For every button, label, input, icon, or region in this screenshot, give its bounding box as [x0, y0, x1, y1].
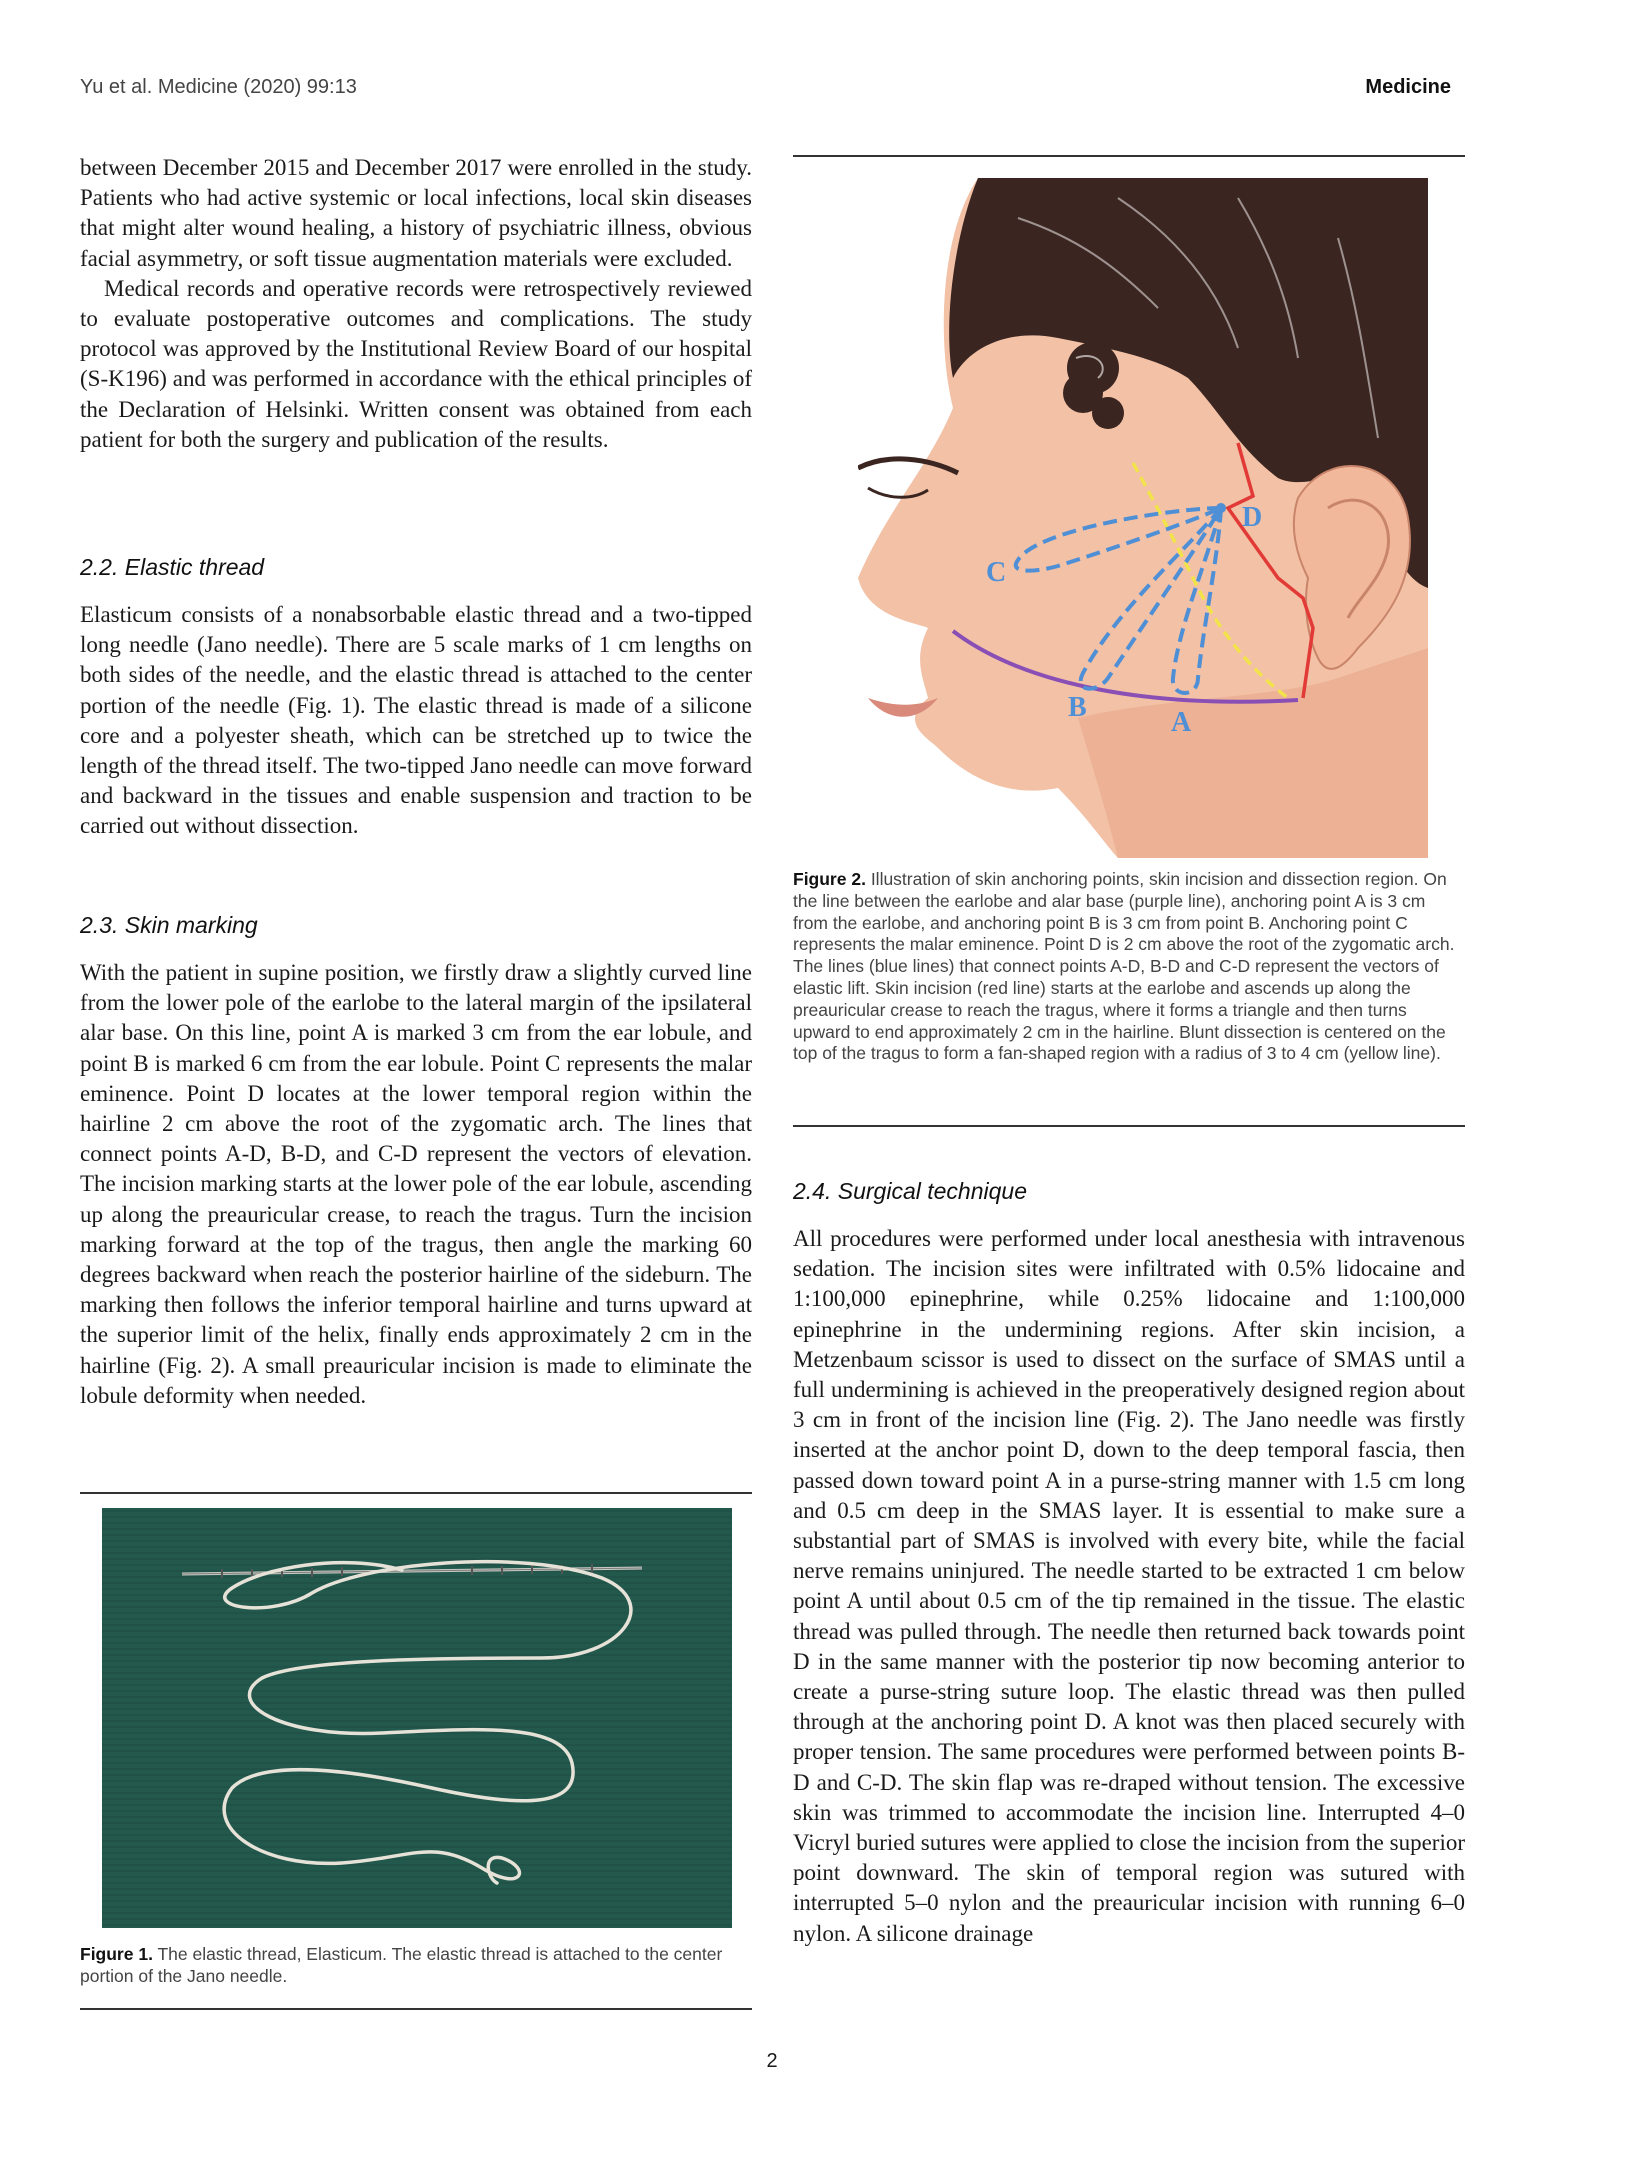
page-number: 2 [766, 2050, 778, 2072]
section-heading-2-4: 2.4. Surgical technique [793, 1178, 1027, 1204]
figure-1-caption-text: The elastic thread, Elasticum. The elastic thread is attached to the center portion of the Jano needle. [80, 1944, 723, 1986]
section-2-4-body [793, 1224, 1465, 1949]
anchor-point-d-marker [1216, 503, 1226, 513]
section-2-3-body [80, 958, 752, 1411]
intro-paragraph-1: between December 2015 and December 2017 were enrolled in the study. Patients who had active systemic or local infections, local skin diseases that might alter wound healing, a history of psychiatric illness, obvious facial asymmetry, or soft tissue augmentation materials were excluded. [80, 155, 752, 271]
figure-1-caption [80, 1944, 752, 1988]
figure-2-label: Figure 2. [793, 869, 866, 889]
figure-2-top-rule [793, 155, 1465, 157]
point-label-d: D [1242, 502, 1263, 533]
figure-2-caption [793, 869, 1465, 1065]
section-2-4-paragraph: All procedures were performed under local anesthesia with intravenous sedation. The incision sites were infiltrated with 0.5% lidocaine and 1:100,000 epinephrine, while 0.25% lidocaine and 1:100,000 epinephrine in the undermining regions. After skin incision, a Metzenbaum scissor is used to dissect on the surface of SMAS until a full undermining is achieved in the preoperatively designed region about 3 cm in front of the incision line (Fig. 2). The Jano needle was firstly inserted at the anchor point D, down to the deep temporal fascia, then passed down toward point A in a purse-string manner with 1.5 cm long and 0.5 cm deep in the SMAS layer. It is essential to make sure a substantial part of SMAS is involved with every bite, while the facial nerve remains uninjured. The needle started to be extracted 1 cm below point A until about 0.5 cm of the tip remained in the tissue. The elastic thread was pulled through. The needle then returned back towards point D in the same manner with the posterior tip now becoming anterior to create a purse-string suture loop. The elastic thread was then pulled through at the anchoring point D. A knot was then placed securely with proper tension. The same procedures were performed between points B-D and C-D. The skin flap was re-draped without tension. The excessive skin was trimmed to accommodate the incision line. Interrupted 4–0 Vicryl buried sutures were applied to close the incision from the superior point downward. The skin of temporal region was sutured with interrupted 5–0 nylon and the preauricular incision with running 6–0 nylon. A silicone drainage [793, 1226, 1465, 1946]
point-label-c: C [986, 557, 1007, 588]
figure-2-illustration [858, 178, 1428, 858]
section-2-2-paragraph: Elasticum consists of a nonabsorbable elastic thread and a two-tipped long needle (Jano needle). There are 5 scale marks of 1 cm lengths on both sides of the needle, and the elastic thread is attached to the center portion of the needle (Fig. 1). The elastic thread is made of a silicone core and a polyester sheath, which can be stretched up to twice the length of the thread itself. The two-tipped Jano needle can move forward and backward in the tissues and enable suspension and traction to be carried out without dissection. [80, 602, 752, 839]
figure-2-caption-text: Illustration of skin anchoring points, skin incision and dissection region. On the line between the earlobe and alar base (purple line), anchoring point A is 3 cm from the earlobe, and anchoring point B is 3 cm from point B. Anchoring point C represents the malar eminence. Point D is 2 cm above the root of the zygomatic arch. The lines (blue lines) that connect points A-D, B-D and C-D represent the vectors of elastic lift. Skin incision (red line) starts at the earlobe and ascends up along the preauricular crease to reach the tragus, where it forms a triangle and then turns upward to end approximately 2 cm in the hairline. Blunt dissection is centered on the top of the tragus to form a fan-shaped region with a radius of 3 to 4 cm (yellow line). [793, 869, 1455, 1064]
intro-text [80, 153, 752, 455]
figure-1-photo [102, 1508, 732, 1928]
figure-1-label: Figure 1. [80, 1944, 153, 1964]
section-2-2-body [80, 600, 752, 842]
intro-paragraph-2: Medical records and operative records were retrospectively reviewed to evaluate postoperative outcomes and complications. The study protocol was approved by the Institutional Review Board of our hospital (S-K196) and was performed in accordance with the ethical principles of the Declaration of Helsinki. Written consent was obtained from each patient for both the surgery and publication of the results. [80, 275, 752, 452]
running-header-citation: Yu et al. Medicine (2020) 99:13 [80, 76, 357, 98]
figure-1-top-rule [80, 1492, 752, 1494]
point-label-a: A [1171, 707, 1192, 738]
section-heading-2-3: 2.3. Skin marking [80, 912, 258, 938]
figure-2-bottom-rule [793, 1125, 1465, 1127]
section-2-3-paragraph: With the patient in supine position, we firstly draw a slightly curved line from the lower pole of the earlobe to the lateral margin of the ipsilateral alar base. On this line, point A is marked 3 cm from the ear lobule, and point B is marked 6 cm from the ear lobule. Point C represents the malar eminence. Point D locates at the lower temporal region within the hairline 2 cm above the root of the zygomatic arch. The lines that connect points A-D, B-D, and C-D represent the vectors of elevation. The incision marking starts at the lower pole of the ear lobule, ascending up along the preauricular crease, to reach the tragus. Turn the incision marking forward at the top of the tragus, then angle the marking 60 degrees backward when reach the posterior hairline of the sideburn. The marking then follows the inferior temporal hairline and turns upward at the superior limit of the helix, finally ends approximately 2 cm in the hairline (Fig. 2). A small preauricular incision is made to eliminate the lobule deformity when needed. [80, 960, 752, 1408]
figure-1-bottom-rule [80, 2008, 752, 2010]
point-label-b: B [1068, 692, 1087, 723]
section-heading-2-2: 2.2. Elastic thread [80, 554, 265, 580]
running-header-journal: Medicine [1365, 76, 1451, 98]
